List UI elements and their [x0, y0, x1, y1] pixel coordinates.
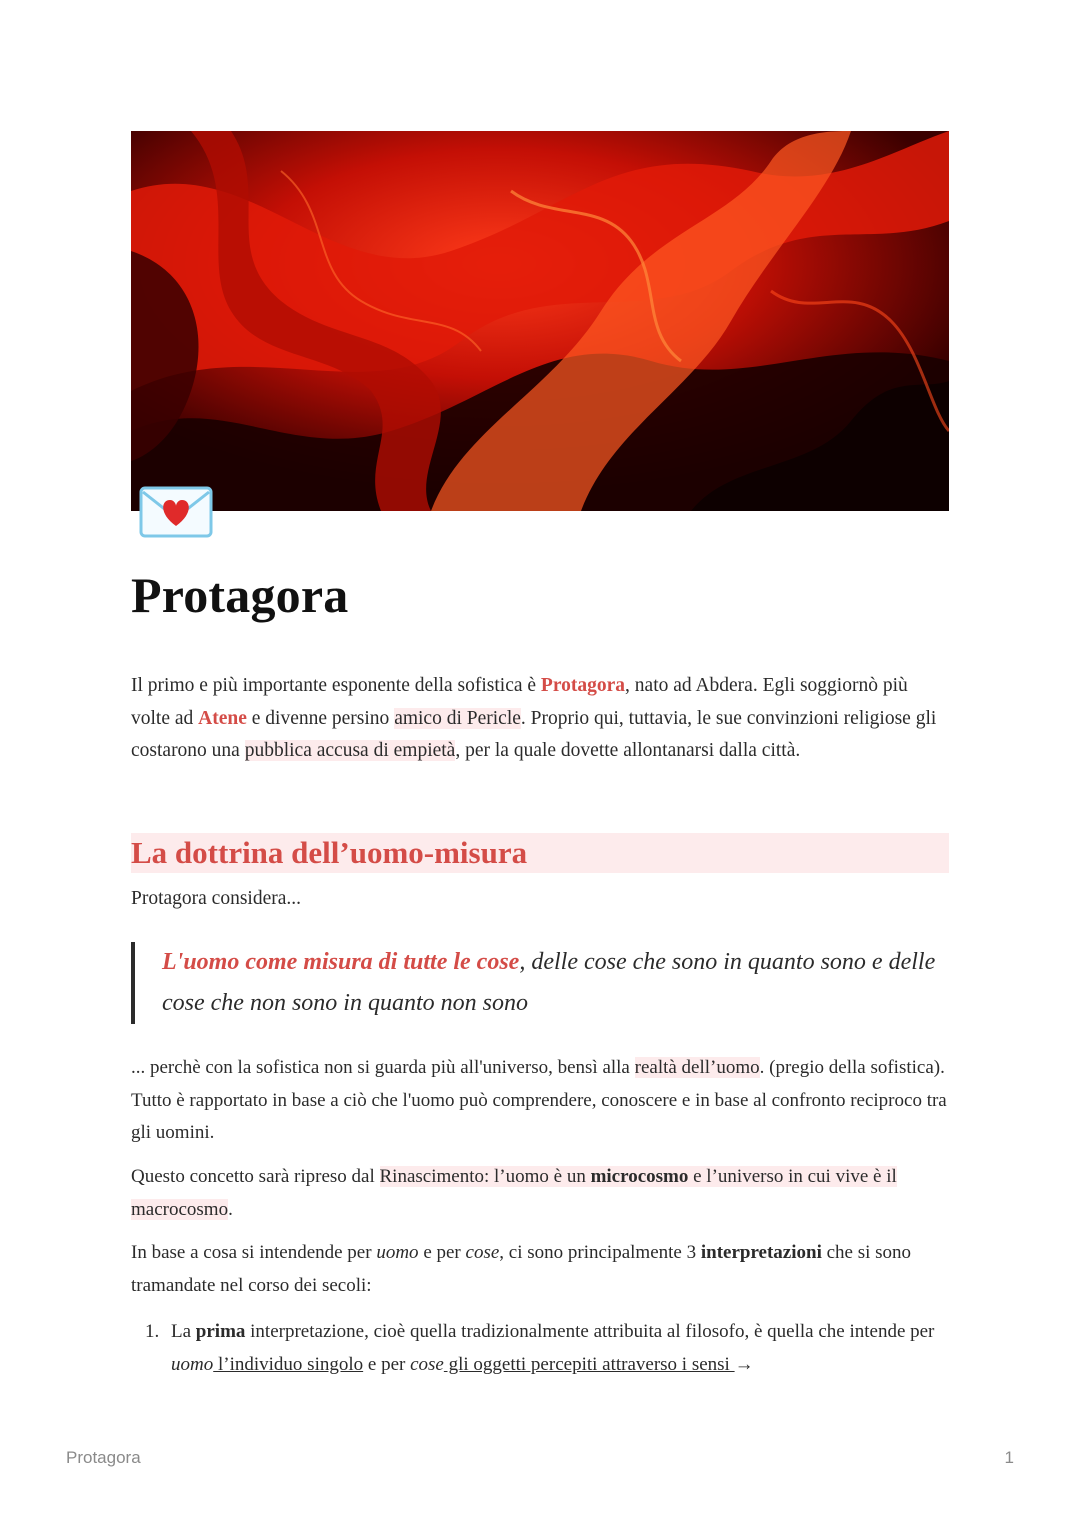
list-item: [131, 1316, 949, 1381]
arrow-right-icon: →: [734, 1353, 754, 1375]
text: .: [228, 1198, 233, 1220]
paragraph-intro: [131, 670, 949, 768]
text: La: [171, 1321, 196, 1342]
text: che si sono tramandate nel corso dei secoli:: [131, 1242, 912, 1296]
underline-individuo: l’individuo singolo: [213, 1353, 364, 1375]
intro-line: Protagora considera...: [131, 888, 302, 909]
text: , per la quale dovette allontanarsi dalla città.: [455, 740, 801, 762]
quote-highlight: L'uomo come misura di tutte le cose: [162, 949, 520, 975]
bold-microcosmo: microcosmo: [590, 1166, 689, 1187]
list-item-text: [131, 1316, 949, 1381]
text: e per: [418, 1242, 466, 1263]
blockquote: [131, 942, 962, 1024]
text: Il primo e più importante esponente della sofistica è: [131, 675, 541, 696]
page-number: 1: [1004, 1448, 1014, 1467]
underline-oggetti: gli oggetti percepiti attraverso i sensi: [443, 1353, 735, 1375]
quote-text: , delle cose che sono in quanto sono e delle cose che non sono in quanto non sono: [162, 949, 936, 1016]
italic-cose: cose: [410, 1353, 444, 1375]
bold-prima: prima: [195, 1321, 246, 1342]
text: ... perchè con la sofistica non si guarda più all'universo, bensì alla: [131, 1057, 635, 1078]
list-number: 1.: [145, 1321, 160, 1342]
highlight-amico: amico di Pericle: [394, 707, 521, 729]
text: , ci sono principalmente 3: [499, 1242, 701, 1263]
paragraph-interpretazioni: [131, 1237, 949, 1302]
text: e per: [363, 1353, 411, 1375]
paragraph-universe: [131, 1052, 949, 1150]
text: interpretazione, cioè quella tradizionalmente attribuita al filosofo, è quella che intende per: [245, 1321, 935, 1342]
italic-uomo: uomo: [376, 1242, 419, 1263]
keyword-protagora: Protagora: [540, 675, 626, 696]
text: e divenne persino: [246, 707, 395, 729]
numbered-list: [131, 1316, 949, 1381]
footer-title: Protagora: [66, 1448, 141, 1467]
text: . Proprio qui, tuttavia, le sue convinzioni religiose gli costarono una: [131, 707, 937, 762]
text: e l’universo in cui vive è il macrocosmo: [131, 1166, 897, 1220]
text: Rinascimento: l’uomo è un: [379, 1166, 591, 1187]
highlight-realta: realtà dell’uomo: [634, 1057, 760, 1078]
text: . (pregio della sofistica). Tutto è rapportato in base a ciò che l'uomo può comprendere, conoscere e in base al confronto reciproco tra gli uomini.: [131, 1057, 947, 1144]
italic-uomo: uomo: [171, 1353, 214, 1375]
section-heading: La dottrina dell’uomo-misura: [131, 833, 949, 873]
highlight-accusa: pubblica accusa di empietà: [244, 740, 456, 762]
text: Questo concetto sarà ripreso dal: [131, 1166, 380, 1187]
text: , nato ad Abdera. Egli soggiornò più volte ad: [131, 675, 908, 729]
paragraph-rinascimento: [131, 1161, 949, 1226]
bold-interpretazioni: interpretazioni: [700, 1242, 822, 1263]
page-title: Protagora: [131, 567, 349, 623]
keyword-atene: Atene: [198, 707, 247, 729]
italic-cose: cose: [465, 1242, 500, 1263]
love-letter-icon: [139, 486, 213, 538]
cover-image: [131, 131, 949, 511]
text: In base a cosa si intendende per: [131, 1242, 377, 1263]
